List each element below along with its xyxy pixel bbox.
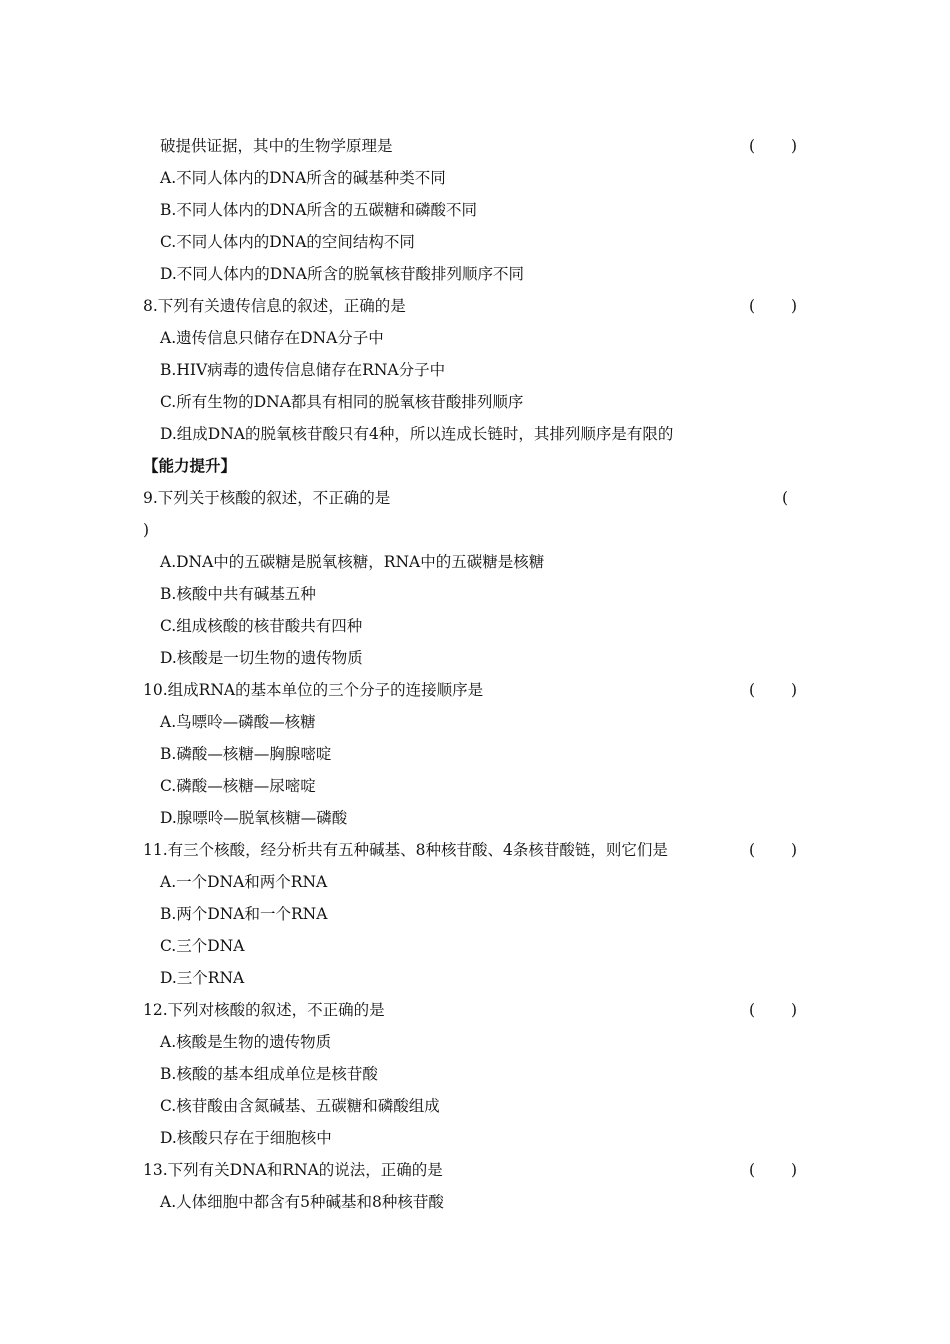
q8-option-d: D.组成DNA的脱氧核苷酸只有4种，所以连成长链时，其排列顺序是有限的: [160, 425, 674, 443]
paren-open: (: [749, 297, 756, 315]
q8-option-a: A.遗传信息只储存在DNA分子中: [160, 329, 384, 347]
q7-option-b: B.不同人体内的DNA所含的五碳糖和磷酸不同: [160, 201, 478, 219]
q7-option-c: C.不同人体内的DNA的空间结构不同: [160, 233, 415, 251]
section-heading: 【能力提升】: [143, 456, 237, 475]
paren-open: (: [749, 1001, 756, 1019]
q9-paren-close: ): [143, 521, 150, 539]
q10-option-b: B.磷酸—核糖—胸腺嘧啶: [160, 745, 332, 763]
q8-option-c: C.所有生物的DNA都具有相同的脱氧核苷酸排列顺序: [160, 393, 524, 411]
q7-stem-continuation: 破提供证据，其中的生物学原理是: [160, 137, 393, 155]
q8-option-b: B.HIV病毒的遗传信息储存在RNA分子中: [160, 361, 446, 379]
q12-option-b: B.核酸的基本组成单位是核苷酸: [160, 1065, 378, 1083]
paren-open: (: [749, 1161, 756, 1179]
paren-close: ): [790, 1001, 797, 1019]
q12-option-d: D.核酸只存在于细胞核中: [160, 1129, 332, 1147]
q7-option-a: A.不同人体内的DNA所含的碱基种类不同: [160, 169, 446, 187]
q12-option-a: A.核酸是生物的遗传物质: [160, 1033, 332, 1051]
q10-stem: 10.组成RNA的基本单位的三个分子的连接顺序是: [143, 681, 484, 699]
q9-option-c: C.组成核酸的核苷酸共有四种: [160, 617, 363, 635]
paren-open: (: [749, 137, 756, 155]
paren-close: ): [790, 681, 797, 699]
paren-close: ): [790, 841, 797, 859]
paren-open: (: [749, 681, 756, 699]
q8-stem: 8.下列有关遗传信息的叙述，正确的是: [143, 297, 406, 315]
q13-option-a: A.人体细胞中都含有5种碱基和8种核苷酸: [160, 1193, 444, 1211]
q9-option-d: D.核酸是一切生物的遗传物质: [160, 649, 363, 667]
q12-stem: 12.下列对核酸的叙述，不正确的是: [143, 1001, 385, 1019]
q9-paren-open: (: [782, 489, 789, 507]
q13-stem: 13.下列有关DNA和RNA的说法，正确的是: [143, 1161, 443, 1179]
q9-stem: 9.下列关于核酸的叙述，不正确的是: [143, 489, 391, 507]
q10-option-a: A.鸟嘌呤—磷酸—核糖: [160, 713, 316, 731]
q10-option-c: C.磷酸—核糖—尿嘧啶: [160, 777, 316, 795]
q9-option-a: A.DNA中的五碳糖是脱氧核糖，RNA中的五碳糖是核糖: [160, 553, 545, 571]
q11-option-d: D.三个RNA: [160, 969, 245, 987]
q11-option-a: A.一个DNA和两个RNA: [160, 873, 328, 891]
paren-close: ): [790, 297, 797, 315]
q7-option-d: D.不同人体内的DNA所含的脱氧核苷酸排列顺序不同: [160, 265, 524, 283]
paren-close: ): [790, 137, 797, 155]
paren-open: (: [749, 841, 756, 859]
q11-stem: 11.有三个核酸，经分析共有五种碱基、8种核苷酸、4条核苷酸链，则它们是: [143, 841, 668, 859]
q10-option-d: D.腺嘌呤—脱氧核糖—磷酸: [160, 809, 348, 827]
q11-option-c: C.三个DNA: [160, 937, 245, 955]
q9-option-b: B.核酸中共有碱基五种: [160, 585, 316, 603]
paren-close: ): [790, 1161, 797, 1179]
q11-option-b: B.两个DNA和一个RNA: [160, 905, 328, 923]
q12-option-c: C.核苷酸由含氮碱基、五碳糖和磷酸组成: [160, 1097, 440, 1115]
